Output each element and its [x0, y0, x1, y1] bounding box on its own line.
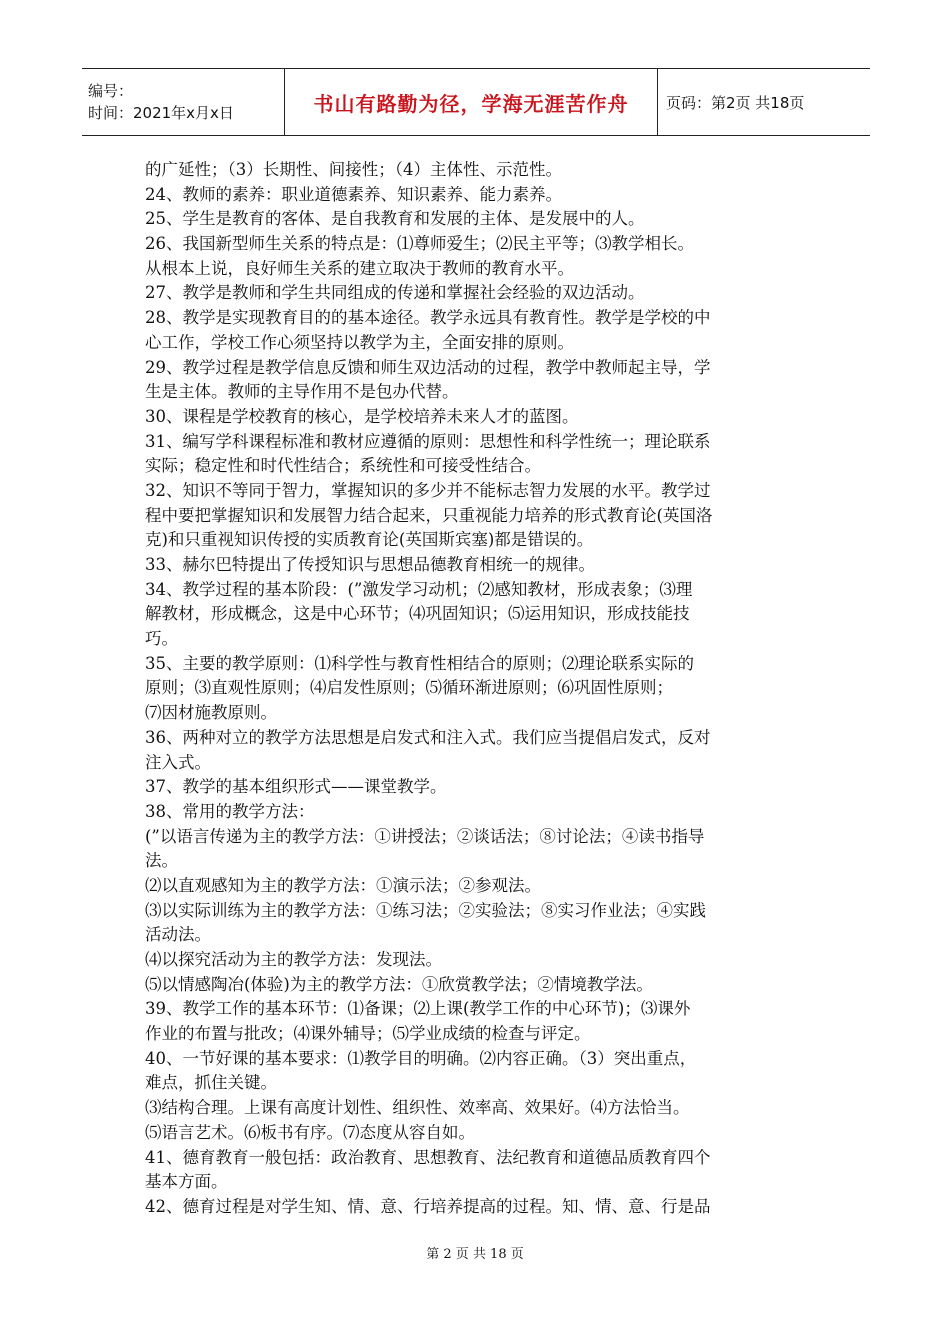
text-line: 37、教学的基本组织形式——课堂教学。 [145, 777, 447, 797]
page-info: 页码：第2页 共18页 [666, 93, 805, 112]
text-line: ⑶以实际训练为主的教学方法：①练习法；②实验法；⑧实习作业法；④实践 [145, 900, 706, 920]
text-line: 基本方面。 [145, 1172, 228, 1192]
text-line: 难点，抓住关键。 [145, 1073, 277, 1093]
text-line: 39、教学工作的基本环节：⑴备课；⑵上课(教学工作的中心环节)；⑶课外 [145, 999, 691, 1019]
text-line: 35、主要的教学原则：⑴科学性与教育性相结合的原则；⑵理论联系实际的 [145, 653, 694, 673]
text-line: 36、两种对立的教学方法思想是启发式和注入式。我们应当提倡启发式，反对 [145, 727, 711, 747]
text-line: 34、教学过程的基本阶段：(”激发学习动机；⑵感知教材，形成表象；⑶理 [145, 579, 693, 599]
text-line: 原则；⑶直观性原则；⑷启发性原则；⑸循环渐进原则；⑹巩固性原则； [145, 678, 673, 698]
text-line: 生是主体。教师的主导作用不是包办代替。 [145, 382, 459, 402]
text-line: 27、教学是教师和学生共同组成的传递和掌握社会经验的双边活动。 [145, 283, 645, 303]
text-line: 程中要把掌握知识和发展智力结合起来，只重视能力培养的形式教育论(英国洛 [145, 505, 713, 525]
text-line: 38、常用的教学方法： [145, 801, 315, 821]
text-line: ⑵以直观感知为主的教学方法：①演示法；②参观法。 [145, 875, 541, 895]
page-footer: 第 2 页 共 18 页 [426, 1247, 524, 1262]
document-body [145, 158, 815, 1220]
page-header [82, 68, 870, 136]
text-line: 29、教学过程是教学信息反馈和师生双边活动的过程，教学中教师起主导，学 [145, 357, 711, 377]
text-line: 注入式。 [145, 752, 211, 772]
text-line: 的广延性；（3）长期性、间接性；（4）主体性、示范性。 [145, 160, 562, 179]
text-line: 32、知识不等同于智力，掌握知识的多少并不能标志智力发展的水平。教学过 [145, 480, 711, 500]
text-line: ⑺因材施教原则。 [145, 703, 277, 723]
header-left-cell [82, 69, 285, 135]
text-line: 25、学生是教育的客体、是自我教育和发展的主体、是发展中的人。 [145, 209, 645, 229]
text-line: 作业的布置与批改；⑷课外辅导；⑸学业成绩的检查与评定。 [145, 1024, 591, 1044]
text-line: 实际；稳定性和时代性结合；系统性和可接受性结合。 [145, 456, 541, 476]
text-line: 30、课程是学校教育的核心，是学校培养未来人才的蓝图。 [145, 406, 579, 426]
motto: 书山有路勤为径，学海无涯苦作舟 [313, 91, 629, 116]
text-line: ⑷以探究活动为主的教学方法：发现法。 [145, 950, 442, 969]
text-line: ⑸语言艺术。⑹板书有序。⑺态度从容自如。 [145, 1122, 475, 1142]
text-line: 活动法。 [145, 925, 211, 945]
text-line: 42、德育过程是对学生知、情、意、行培养提高的过程。知、情、意、行是品 [145, 1196, 711, 1216]
text-line: 巧。 [145, 629, 178, 649]
text-line: 心工作，学校工作心须坚持以教学为主，全面安排的原则。 [145, 332, 574, 352]
code-label: 编号： [88, 82, 134, 100]
text-line: 31、编写学科课程标准和教材应遵循的原则：思想性和科学性统一；理论联系 [145, 431, 711, 451]
text-line: ⑸以情感陶冶(体验)为主的教学方法：①欣赏教学法；②情境教学法。 [145, 974, 653, 994]
text-line: 克)和只重视知识传授的实质教育论(英国斯宾塞)都是错误的。 [145, 530, 594, 550]
header-motto-cell [285, 69, 658, 135]
text-line: 26、我国新型师生关系的特点是：⑴尊师爱生；⑵民主平等；⑶教学相长。 [145, 234, 694, 254]
text-line: 解教材，形成概念，这是中心环节；⑷巩固知识；⑸运用知识，形成技能技 [145, 604, 690, 624]
text-line: ⑶结构合理。上课有高度计划性、组织性、效率高、效果好。⑷方法恰当。 [145, 1098, 690, 1118]
text-line: 33、赫尔巴特提出了传授知识与思想品德教育相统一的规律。 [145, 555, 595, 574]
text-line: 41、德育教育一般包括：政治教育、思想教育、法纪教育和道德品质教育四个 [145, 1147, 711, 1167]
date-label: 时间：2021年x月x日 [88, 104, 234, 122]
text-line: 40、一节好课的基本要求：⑴教学目的明确。⑵内容正确。（3）突出重点， [145, 1048, 697, 1068]
text-line: 从根本上说，良好师生关系的建立取决于教师的教育水平。 [145, 258, 574, 278]
text-line: 28、教学是实现教育目的的基本途径。教学永远具有教育性。教学是学校的中 [145, 308, 711, 328]
text-line: (”以语言传递为主的教学方法：①讲授法；②谈话法；⑧讨论法；④读书指导 [145, 826, 705, 846]
header-right-cell [658, 69, 870, 135]
text-line: 法。 [145, 851, 178, 871]
text-line: 24、教师的素养：职业道德素养、知识素养、能力素养。 [145, 184, 562, 204]
